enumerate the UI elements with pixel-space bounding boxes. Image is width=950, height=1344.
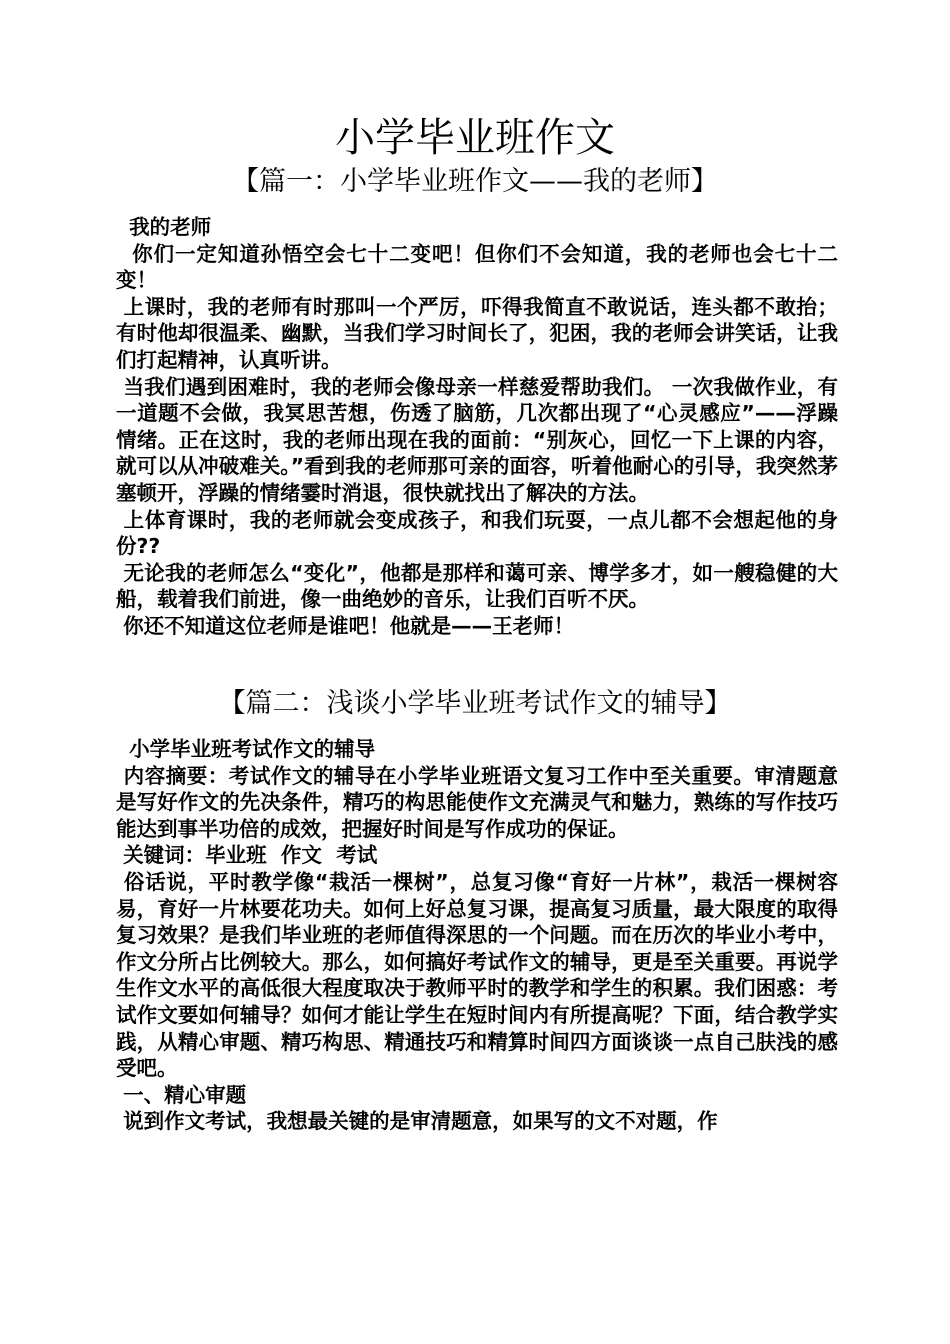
section-2-heading: 【篇二：浅谈小学毕业班考试作文的辅导】 <box>218 688 732 719</box>
section-1-heading: 【篇一：小学毕业班作文——我的老师】 <box>232 166 718 197</box>
essay-title: 我的老师 <box>122 215 212 239</box>
section-1-body <box>116 214 838 640</box>
paragraph: 上体育课时，我的老师就会变成孩子，和我们玩耍，一点儿都不会想起他的身份?? <box>116 507 839 559</box>
section-2-body <box>116 736 838 1135</box>
paragraph: 你还不知道这位老师是谁吧！他就是——王老师！ <box>116 613 575 638</box>
document-title: 小学毕业班作文 <box>335 115 615 161</box>
abstract-paragraph: 内容摘要：考试作文的辅导在小学毕业班语文复习工作中至关重要。审清题意是写好作文的先决条件，精巧的构思能使作文充满灵气和魅力，熟练的写作技巧能达到事半功倍的成效，把握好时间是写作成功的保证。 <box>116 763 839 841</box>
article-title: 小学毕业班考试作文的辅导 <box>122 737 376 761</box>
paragraph: 俗话说，平时教学像“栽活一棵树”，总复习像“育好一片林”，栽活一棵树容易，育好一片林要花功夫。如何上好总复习课，提高复习质量，最大限度的取得复习效果？是我们毕业班的老师值得深思的一个问题。而在历次的毕业小考中，作文分所占比例较大。那么，如何搞好考试作文的辅导，更是至关重要。再说学生作文水平的高低很大程度取决于教师平时的教学和学生的积累。我们困惑：考试作文要如何辅导？如何才能让学生在短时间内有所提高呢？下面，结合教学实践，从精心审题、精巧构思、精通技巧和精算时间四方面谈谈一点自己肤浅的感受吧。 <box>116 869 838 1081</box>
keywords-line: 关键词：毕业班 作文 考试 <box>116 843 378 868</box>
paragraph: 无论我的老师怎么“变化”，他都是那样和蔼可亲、博学多才，如一艘稳健的大船，载着我们前进，像一曲绝妙的音乐，让我们百听不厌。 <box>116 560 838 612</box>
paragraph: 上课时，我的老师有时那叫一个严厉，吓得我简直不敢说话，连头都不敢抬；有时他却很温柔、幽默，当我们学习时间长了，犯困，我的老师会讲笑话，让我们打起精神，认真听讲。 <box>116 294 839 372</box>
subsection-heading: 一、精心审题 <box>116 1082 247 1107</box>
paragraph: 你们一定知道孙悟空会七十二变吧！但你们不会知道，我的老师也会七十二变！ <box>116 241 839 293</box>
paragraph: 当我们遇到困难时，我的老师会像母亲一样慈爱帮助我们。 一次我做作业，有一道题不会做，我冥思苦想，伤透了脑筋，几次都出现了“心灵感应”——浮躁情绪。正在这时，我的老师出现在我的面前：“别灰心，回忆一下上课的内容，就可以从冲破难关。”看到我的老师那可亲的面容，听着他耐心的引导，我突然茅塞顿开，浮躁的情绪霎时消退，很快就找出了解决的方法。 <box>116 374 839 505</box>
paragraph: 说到作文考试，我想最关键的是审清题意，如果写的文不对题，作 <box>116 1109 718 1134</box>
